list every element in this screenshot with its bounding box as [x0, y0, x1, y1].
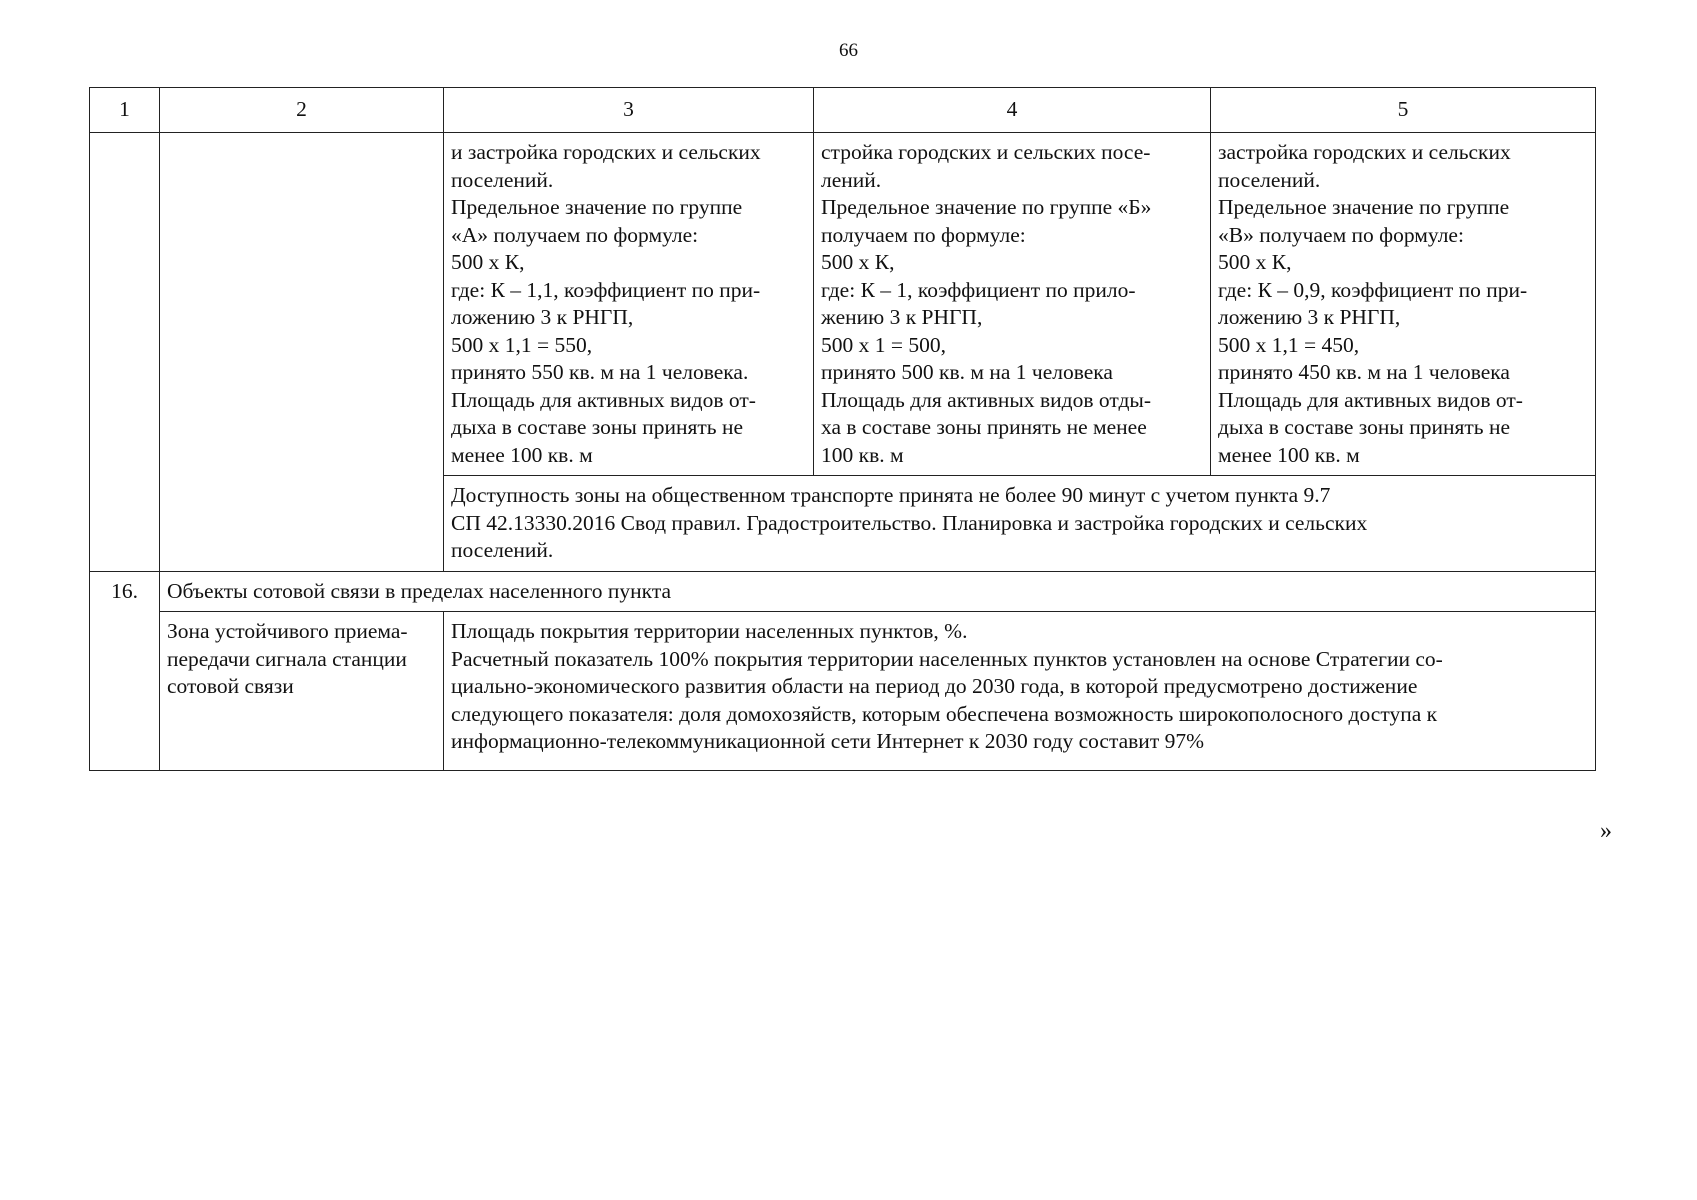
coverage-line: Расчетный показатель 100% покрытия территории населенных пунктов установлен на основе Стратегии со- — [451, 646, 1443, 671]
zone-line: сотовой связи — [167, 674, 294, 698]
group-a-line: Площадь для активных видов от- — [451, 387, 756, 412]
header-col-3: 3 — [444, 88, 814, 133]
row-16-body — [90, 612, 1596, 771]
group-a-line: 500 х 1,1 = 550, — [451, 332, 593, 357]
group-v-line: дыха в составе зоны принять не — [1218, 415, 1511, 439]
header-row — [90, 88, 1596, 133]
group-a-cell — [444, 133, 814, 476]
group-v-line: 500 х К, — [1218, 250, 1292, 274]
group-v-line: где: К – 0,9, коэффициент по при- — [1218, 277, 1528, 302]
group-b-line: где: К – 1, коэффициент по прило- — [821, 277, 1136, 302]
group-a-line: принято 550 кв. м на 1 человека. — [451, 360, 749, 384]
header-col-4: 4 — [814, 88, 1211, 133]
group-b-line: стройка городских и сельских посе- — [821, 140, 1151, 164]
group-a-line: «А» получаем по формуле: — [451, 222, 699, 247]
group-b-line: принято 500 кв. м на 1 человека — [821, 360, 1113, 384]
group-v-line: Площадь для активных видов от- — [1218, 387, 1523, 412]
group-a-line: дыха в составе зоны принять не — [451, 415, 744, 439]
row-16-number: 16. — [90, 571, 160, 770]
group-v-line: менее 100 кв. м — [1218, 442, 1360, 467]
accessibility-line: СП 42.13330.2016 Свод правил. Градостроительство. Планировка и застройка городских и сельских — [451, 510, 1368, 535]
coverage-line: следующего показателя: доля домохозяйств, которым обеспечена возможность широкополосного доступа к — [451, 701, 1438, 726]
norms-table — [89, 87, 1596, 771]
group-v-line: застройка городских и сельских — [1218, 140, 1511, 164]
continued-row — [90, 133, 1596, 476]
row-16-title — [90, 571, 1596, 612]
group-b-line: Предельное значение по группе «Б» — [821, 195, 1152, 219]
group-v-line: «В» получаем по формуле: — [1218, 222, 1464, 247]
group-v-line: ложению 3 к РНГП, — [1218, 305, 1401, 329]
group-a-line: где: К – 1,1, коэффициент по при- — [451, 277, 761, 302]
row-16-text-cell — [444, 612, 1596, 771]
group-v-cell — [1211, 133, 1596, 476]
row-16-zone-cell — [160, 612, 444, 771]
page-number: 66 — [839, 40, 858, 61]
group-v-line: 500 х 1,1 = 450, — [1218, 332, 1360, 357]
continued-number-cell — [90, 133, 160, 572]
group-b-line: ха в составе зоны принять не менее — [821, 415, 1147, 439]
accessibility-cell — [444, 476, 1596, 572]
group-a-line: ложению 3 к РНГП, — [451, 305, 634, 329]
group-b-line: 500 х К, — [821, 250, 895, 274]
header-col-1: 1 — [90, 88, 160, 133]
group-v-line: Предельное значение по группе — [1218, 195, 1510, 219]
group-v-line: поселений. — [1218, 167, 1321, 192]
group-b-line: 100 кв. м — [821, 442, 904, 467]
group-b-line: Площадь для активных видов отды- — [821, 387, 1151, 412]
group-a-line: 500 х К, — [451, 250, 525, 274]
group-a-line: Предельное значение по группе — [451, 195, 743, 219]
header-col-2: 2 — [160, 88, 444, 133]
group-b-line: получаем по формуле: — [821, 222, 1026, 247]
zone-line: Зона устойчивого приема- — [167, 619, 408, 643]
group-a-line: менее 100 кв. м — [451, 442, 593, 467]
group-v-line: принято 450 кв. м на 1 человека — [1218, 360, 1510, 384]
coverage-line: циально-экономического развития области на период до 2030 года, в которой предусмотрено достижение — [451, 674, 1418, 698]
zone-line: передачи сигнала станции — [167, 646, 407, 671]
group-b-line: лений. — [821, 167, 882, 192]
group-b-line: жению 3 к РНГП, — [821, 305, 983, 329]
coverage-line: Площадь покрытия территории населенных пунктов, %. — [451, 619, 968, 643]
group-a-line: поселений. — [451, 167, 554, 192]
group-b-line: 500 х 1 = 500, — [821, 332, 947, 357]
accessibility-line: поселений. — [451, 538, 554, 562]
closing-quote: » — [1600, 818, 1612, 844]
coverage-line: информационно-телекоммуникационной сети Интернет к 2030 году составит 97% — [451, 729, 1204, 753]
group-b-cell — [814, 133, 1211, 476]
row-16-title-cell: Объекты сотовой связи в пределах населенного пункта — [160, 571, 1596, 612]
group-a-line: и застройка городских и сельских — [451, 140, 761, 164]
continued-name-cell — [160, 133, 444, 572]
accessibility-line: Доступность зоны на общественном транспорте принята не более 90 минут с учетом пункта 9.7 — [451, 483, 1331, 507]
header-col-5: 5 — [1211, 88, 1596, 133]
